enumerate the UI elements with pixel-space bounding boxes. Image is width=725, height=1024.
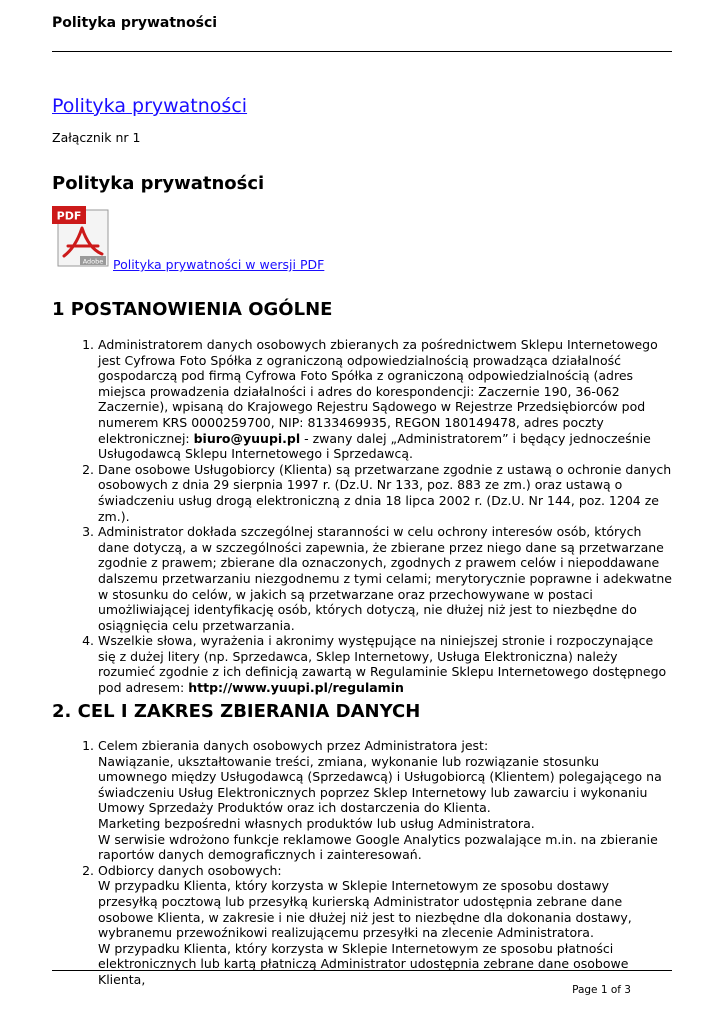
section2-heading: 2. CEL I ZAKRES ZBIERANIA DANYCH [52, 701, 421, 722]
list-item: 1. Celem zbierania danych osobowych przez Administratora jest: Nawiązanie, ukształtowanie treści, zmiana, wykonanie lub rozwiązanie stosunku umownego między Usługodawcą (Sprzedawcą) i Usługobiorcą (Klientem) polegającego na świadczeniu Usług Elektronicznych poprzez Sklep Internetowy lub zawarciu i wykonaniu Umowy Sprzedaży Produktów oraz ich dostarczenia do Klienta. Marketing bezpośredni własnych produktów lub usług Administratora. W serwisie wdrożono funkcje reklamowe Google Analytics pozwalające m.in. na zbieranie raportów danych demograficznych i zainteresowań. [98, 738, 672, 863]
pdf-version-link[interactable]: Polityka prywatności w wersji PDF [113, 257, 325, 272]
list-item: 2. Dane osobowe Usługobiorcy (Klienta) są przetwarzane zgodnie z ustawą o ochronie danych osobowych z dnia 29 sierpnia 1997 r. (Dz.U. Nr 133, poz. 883 ze zm.) oraz ustawą o świadczeniu usług drogą elektroniczną z dnia 18 lipca 2002 r. (Dz.U. Nr 144, poz. 1204 ze zm.). [98, 462, 672, 524]
adobe-label: Adobe [82, 257, 104, 266]
list-item: 1. Administratorem danych osobowych zbieranych za pośrednictwem Sklepu Internetowego jest Cyfrowa Foto Spółka z ograniczoną odpowiedzialnością prowadząca działalność gospodarczą pod firmą Cyfrowa Foto Spółka z ograniczoną odpowiedzialnością (adres miejsca prowadzenia działalności i adres do korespondencji: Zaczernie 190, 36-062 Zaczernie), wpisaną do Krajowego Rejestru Sądowego w Rejestrze Przedsiębiorców pod numerem KRS 0000259700, NIP: 8133469935, REGON 180149478, adres poczty elektronicznej: biuro@yuupi.pl - zwany dalej „Administratorem” i będący jednocześnie Usługodawcą Sklepu Internetowego i Sprzedawcą. [98, 337, 672, 462]
section1-list [52, 337, 672, 696]
footer-divider [52, 970, 672, 971]
email-address[interactable]: biuro@yuupi.pl [193, 430, 301, 446]
list-item: 4. Wszelkie słowa, wyrażenia i akronimy występujące na niniejszej stronie i rozpoczynające się z dużej litery (np. Sprzedawca, Sklep Internetowy, Usługa Elektroniczna) należy rozumieć zgodnie z ich definicją zawartą w Regulaminie Sklepu Internetowego dostępnego pod adresem: http://www.yuupi.pl/regulamin [98, 633, 672, 695]
page-header-title: Polityka prywatności [52, 15, 218, 31]
pdf-icon-label: PDF [56, 209, 82, 223]
annex-label: Załącznik nr 1 [52, 130, 141, 145]
document-heading: Polityka prywatności [52, 173, 265, 194]
header-divider [52, 51, 672, 52]
section1-heading: 1 POSTANOWIENIA OGÓLNE [52, 299, 333, 320]
pdf-icon[interactable] [52, 206, 110, 268]
list-item: 2. Odbiorcy danych osobowych: W przypadku Klienta, który korzysta w Sklepie Internetowym ze sposobu dostawy przesyłką pocztową lub przesyłką kurierską Administrator udostępnia zebrane dane osobowe Klienta, w zakresie i nie dłużej niż jest to niezbędne dla dokonania dostawy, wybranemu przewoźnikowi realizującemu przesyłki na zlecenie Administratora. W przypadku Klienta, który korzysta w Sklepie Internetowym ze sposobu płatności elektronicznych lub kartą płatniczą Administrator udostępnia zebrane dane osobowe Klienta, [98, 863, 672, 988]
document-title-link[interactable]: Polityka prywatności [52, 95, 248, 117]
section2-list [52, 738, 672, 988]
list-item: 3. Administrator dokłada szczególnej staranności w celu ochrony interesów osób, których dane dotyczą, a w szczególności zapewnia, że zbierane przez niego dane są przetwarzane zgodnie z prawem; zbierane dla oznaczonych, zgodnych z prawem celów i niepoddawane dalszemu przetwarzaniu niezgodnemu z tymi celami; merytorycznie poprawne i adekwatne w stosunku do celów, w jakich są przetwarzane oraz przechowywane w postaci umożliwiającej identyfikację osób, których dotyczą, nie dłużej niż jest to niezbędne do osiągnięcia celu przetwarzania. [98, 524, 672, 633]
page-number: Page 1 of 3 [572, 984, 631, 996]
regulamin-url[interactable]: http://www.yuupi.pl/regulamin [188, 680, 404, 696]
